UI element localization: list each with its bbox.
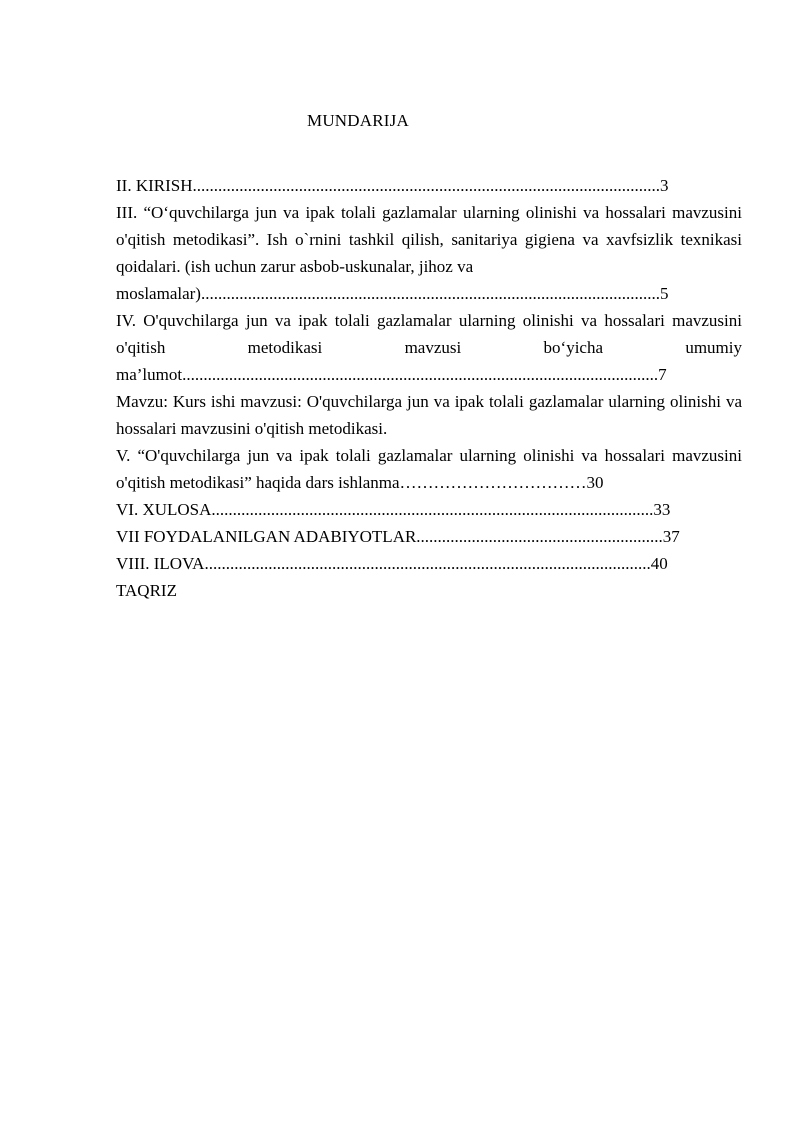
toc-entry-iv [116,307,742,361]
toc-entry-xulosa-line: VI. XULOSA........................................................................................................33 [116,500,671,519]
toc-entry-taqriz-line: TAQRIZ [116,581,177,600]
toc-entry-xulosa [116,496,742,523]
toc-entry-iii-last [116,280,742,307]
toc-entry-v-text: V. “O'quvchilarga jun va ipak tolali gazlamalar ularning olinishi va hossalari mavzusini o'qitish metodikasi” haqida dars ishlanma……………………………30 [116,446,742,492]
toc-entry-adabiyotlar [116,523,742,550]
toc-entry-mavzu-text: Mavzu: Kurs ishi mavzusi: O'quvchilarga jun va ipak tolali gazlamalar ularning olinishi va hossalari mavzusini o'qitish metodikasi. [116,392,742,438]
toc-entry-taqriz [116,577,742,604]
toc-entry-iii-last-line: moslamalar)............................................................................................................5 [116,284,669,303]
toc-entry-iv-text: IV. O'quvchilarga jun va ipak tolali gazlamalar ularning olinishi va hossalari mavzusini o'qitish metodikasi mavzusi bo‘yicha umumiy [116,311,742,357]
toc-entry-mavzu [116,388,742,442]
page-title: MUNDARIJA [307,111,409,130]
toc-entry-iii [116,199,742,280]
toc-entry-iv-last [116,361,742,388]
toc-entry-kirish-line: II. KIRISH..............................................................................................................3 [116,176,669,195]
toc-entry-v [116,442,742,496]
toc-entry-kirish [116,172,742,199]
toc-entry-ilova-line: VIII. ILOVA.........................................................................................................40 [116,554,668,573]
toc-entry-ilova [116,550,742,577]
toc-entry-adabiyotlar-line: VII FOYDALANILGAN ADABIYOTLAR..........................................................37 [116,527,680,546]
toc-entry-iv-last-line: ma’lumot................................................................................................................7 [116,365,667,384]
toc-entry-iii-text: III. “O‘quvchilarga jun va ipak tolali gazlamalar ularning olinishi va hossalari mavzusini o'qitish metodikasi”. Ish o`rnini tashkil qilish, sanitariya gigiena va xavfsizlik texnikasi qoidalari. (ish uchun zarur asbob-uskunalar, jihoz va [116,203,742,276]
table-of-contents [116,172,742,604]
